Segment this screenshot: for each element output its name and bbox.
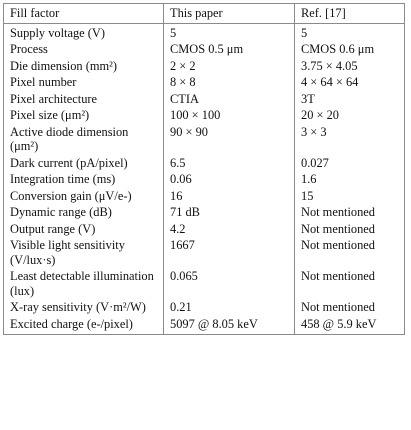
header-parameter: Fill factor [4, 4, 164, 24]
cell-parameter: Process [4, 41, 164, 58]
cell-reference: 4 × 64 × 64 [295, 74, 405, 91]
cell-reference: 3.75 × 4.05 [295, 58, 405, 75]
cell-this-paper: 90 × 90 [164, 124, 295, 155]
table-row [4, 268, 405, 299]
table-body [4, 23, 405, 335]
cell-reference: 5 [295, 23, 405, 41]
cell-parameter: Die dimension (mm²) [4, 58, 164, 75]
comparison-table-container [3, 3, 404, 335]
cell-this-paper: CMOS 0.5 μm [164, 41, 295, 58]
table-row [4, 124, 405, 155]
cell-reference: Not mentioned [295, 237, 405, 268]
cell-this-paper: 71 dB [164, 204, 295, 221]
cell-parameter: Visible light sensitivity (V/lux·s) [4, 237, 164, 268]
cell-reference: Not mentioned [295, 299, 405, 316]
cell-parameter: Least detectable illumination (lux) [4, 268, 164, 299]
cell-parameter: X-ray sensitivity (V·m²/W) [4, 299, 164, 316]
cell-this-paper: 1667 [164, 237, 295, 268]
cell-reference: 0.027 [295, 155, 405, 172]
table-row [4, 188, 405, 205]
cell-parameter: Output range (V) [4, 221, 164, 238]
cell-parameter: Pixel number [4, 74, 164, 91]
cell-parameter: Active diode dimension (μm²) [4, 124, 164, 155]
cell-reference: Not mentioned [295, 268, 405, 299]
cell-reference: 1.6 [295, 171, 405, 188]
cell-reference: Not mentioned [295, 204, 405, 221]
cell-parameter: Excited charge (e-/pixel) [4, 316, 164, 335]
cell-parameter: Dark current (pA/pixel) [4, 155, 164, 172]
table-row [4, 155, 405, 172]
cell-this-paper: 0.065 [164, 268, 295, 299]
cell-this-paper: 2 × 2 [164, 58, 295, 75]
table-row [4, 171, 405, 188]
comparison-table [3, 3, 405, 335]
cell-this-paper: 8 × 8 [164, 74, 295, 91]
cell-parameter: Conversion gain (μV/e-) [4, 188, 164, 205]
cell-this-paper: 4.2 [164, 221, 295, 238]
table-row [4, 221, 405, 238]
cell-reference: CMOS 0.6 μm [295, 41, 405, 58]
cell-this-paper: 16 [164, 188, 295, 205]
header-reference: Ref. [17] [295, 4, 405, 24]
cell-this-paper: 0.21 [164, 299, 295, 316]
cell-parameter: Supply voltage (V) [4, 23, 164, 41]
table-row [4, 74, 405, 91]
table-row [4, 23, 405, 41]
cell-this-paper: CTIA [164, 91, 295, 108]
cell-reference: 20 × 20 [295, 107, 405, 124]
cell-parameter: Dynamic range (dB) [4, 204, 164, 221]
table-row [4, 41, 405, 58]
cell-parameter: Pixel architecture [4, 91, 164, 108]
cell-parameter: Integration time (ms) [4, 171, 164, 188]
cell-this-paper: 5 [164, 23, 295, 41]
cell-this-paper: 6.5 [164, 155, 295, 172]
cell-this-paper: 0.06 [164, 171, 295, 188]
cell-reference: 458 @ 5.9 keV [295, 316, 405, 335]
cell-reference: 15 [295, 188, 405, 205]
table-row [4, 91, 405, 108]
cell-parameter: Pixel size (μm²) [4, 107, 164, 124]
table-row [4, 107, 405, 124]
table-row [4, 299, 405, 316]
table-row [4, 58, 405, 75]
table-row [4, 204, 405, 221]
cell-this-paper: 100 × 100 [164, 107, 295, 124]
table-row [4, 237, 405, 268]
table-row [4, 316, 405, 335]
table-header-row [4, 4, 405, 24]
header-this-paper: This paper [164, 4, 295, 24]
cell-reference: 3T [295, 91, 405, 108]
cell-this-paper: 5097 @ 8.05 keV [164, 316, 295, 335]
cell-reference: Not mentioned [295, 221, 405, 238]
cell-reference: 3 × 3 [295, 124, 405, 155]
